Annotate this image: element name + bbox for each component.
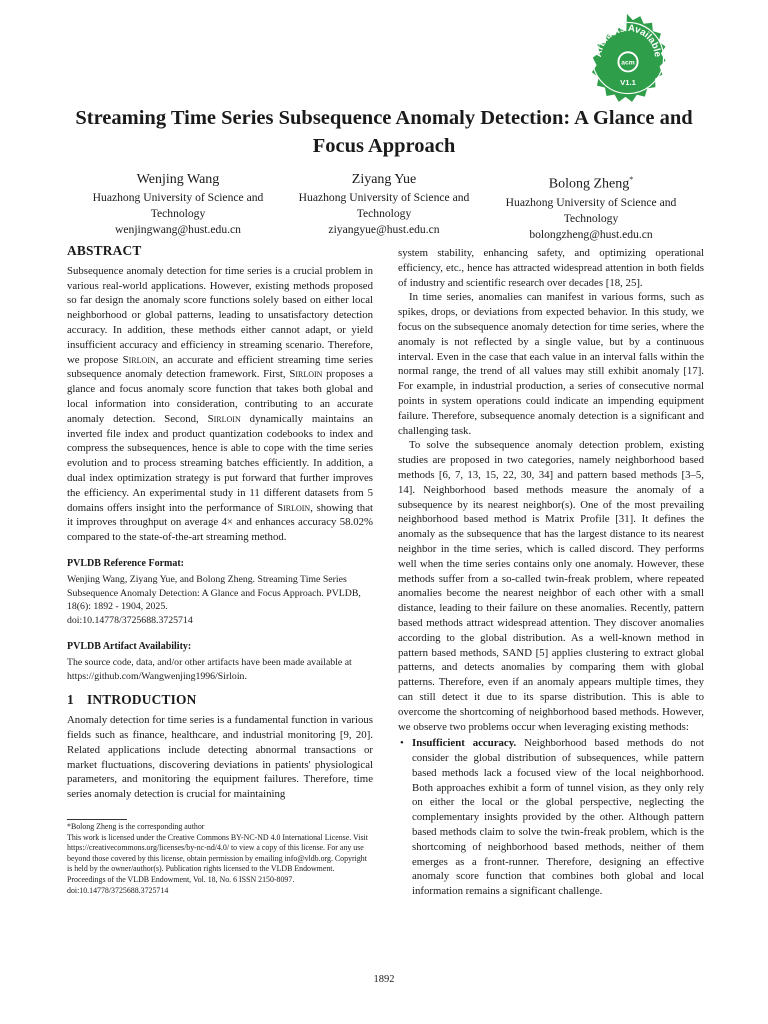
author-name: Wenjing Wang [136, 172, 220, 187]
right-column [398, 246, 704, 899]
author-email[interactable]: bolongzheng@hust.edu.cn [529, 227, 653, 241]
author-block [78, 170, 278, 238]
author-affiliation: Huazhong University of Science and Technology [92, 191, 264, 220]
author-email[interactable]: wenjingwang@hust.edu.cn [115, 223, 241, 236]
intro-paragraph: To solve the subsequence anomaly detection problem, existing studies are proposed in two categories, namely neighborhood based methods [6, 7, 13, 15, 22, 30, 34] and pattern based methods [3–5, 14]. Neighborhood based methods measure the anomaly of a subsequence by its nearest neighbor(s). One of the most prevailing neighborhood based method is Matrix Profile [31]. It defines the anomaly as the subsequence that has the largest distance to its nearest neighbor in the time series, which is called discord. They performs well when the time series contains only one anomaly. However, these methods suffer from a so-called twin-freak problem, where repeated anomalies become the nearest neighbor of each other with a small distance, leading to their failure on these anomalies. Recently, pattern based methods attract widespread attention. They discover anomalies according to the global distribution. As a well-known method in pattern based methods, SAND [5] applies clustering to extract global patterns, and detects anomalies by comparing them with global patterns. Therefore, even if an anomaly appears multiple times, they can still detect it due to its sparse distribution. This is able to overcome the shortcoming of neighborhood based methods. However, we observe two problems occur when leveraging existing methods: [398, 439, 704, 733]
pvldb-artifact-text: The source code, data, and/or other artifacts have been made available at https://github.com/Wangwenjing1996/Sirloin. [67, 656, 352, 682]
pvldb-reference-text: Wenjing Wang, Ziyang Yue, and Bolong Zheng. Streaming Time Series Subsequence Anomaly Detection: A Glance and Focus Approach. PVLDB, 18(6): 1892 - 1904, 2025. [67, 573, 361, 613]
bullet-text: Neighborhood based methods do not consider the global distribution of subsequences, while pattern based methods lack a focused view of the local neighborhood. Both approaches exhibit a form of tunnel vision, as they only rely on either the local or the global perspective, neglecting the complementary insights provided by the other. Although pattern based methods claim to solve the twin-freak problem, which is the shortcoming of neighborhood based methods, neither of them emerges as a front-runner. Therefore, designing an effective anomaly score function that combines both global and local information remains a significant challenge. [412, 737, 705, 898]
introduction-heading [67, 693, 373, 708]
section-number: 1 [67, 692, 74, 708]
author-block [284, 170, 484, 238]
badge-logo-text: acm [621, 59, 635, 67]
artifacts-available-badge [580, 10, 676, 106]
left-column [67, 244, 373, 802]
intro-paragraph: Anomaly detection for time series is a fundamental function in various fields such as finance, healthcare, and industrial monitoring [9, 20]. Related applications include detecting abnormal transactions or market fluctuations, discovering deviations in patients' physiological parameters, and monitoring the equipment failures. Therefore, time series anomaly detection is crucial for maintaining [67, 714, 373, 801]
page-number: 1892 [373, 974, 395, 985]
pvldb-reference-doi[interactable]: doi:10.14778/3725688.3725714 [67, 615, 193, 627]
footnote-divider [67, 819, 127, 820]
footnote-proceedings: Proceedings of the VLDB Endowment, Vol. 18, No. 6 ISSN 2150-8097. [67, 874, 295, 884]
author-email[interactable]: ziyangyue@hust.edu.cn [328, 223, 440, 236]
corresponding-mark: * [629, 175, 634, 184]
footnotes [67, 822, 373, 896]
pvldb-reference-heading: PVLDB Reference Format: [67, 557, 184, 569]
abstract-text: Subsequence anomaly detection for time series is a crucial problem in various real-world applications. However, existing methods proposed so far design the anomaly score functions solely based on either local neighborhood or global patterns, leading to unsatisfactory detection accuracy. In addition, these methods either cannot adapt, or yield insufficient accuracy and efficiency in streaming scenario. Therefore, we propose Sirloin, an accurate and efficient streaming time series subsequence anomaly detection framework. First, Sirloin proposes a glance and focus anomaly score function that takes both global and local information into consideration, contributing to an accurate anomaly detection. Second, Sirloin dynamically maintains an inverted file index and product quantization codebooks to index and compress the subsequences, hence is able to cope with the time series evolution and to process streaming batches efficiently. In addition, a dual index optimization strategy is put forward that further improves the efficiency. An experimental study in 11 different datasets from 5 domains offers insight into the performance of Sirloin, showing that it improves throughput on average 4× and enhances accuracy 58.02% compared to the state-of-the-art streaming method. [67, 264, 374, 544]
bullet-label: Insufficient accuracy. [412, 737, 517, 750]
footnote-license: This work is licensed under the Creative Commons BY-NC-ND 4.0 International License. Visit https://creativecommons.org/licenses/by-nc-nd/4.0/ to view a copy of this license. For any use beyond those covered by this license, obtain permission by emailing info@vldb.org. Copyright is held by the owner/author(s). Publication rights licensed to the VLDB Endowment. [67, 832, 368, 874]
abstract-heading: ABSTRACT [67, 243, 142, 258]
badge-top-text: Artifacts Available [592, 22, 663, 58]
author-affiliation: Huazhong University of Science and Technology [505, 195, 677, 225]
author-name: Ziyang Yue [351, 172, 417, 187]
bullet-item [398, 736, 704, 899]
section-title: INTRODUCTION [87, 692, 197, 708]
author-affiliation: Huazhong University of Science and Technology [298, 191, 470, 220]
intro-paragraph: In time series, anomalies can manifest in various forms, such as spikes, drops, or deviations from expected behavior. In this study, we focus on the subsequence anomaly detection for time series, where the anomaly is not reflected by a single value, but by a continuous interval. Even in the case that each value in an interval falls within the normal range, the trend of all values may still exhibit anomaly [17]. For example, in industrial production, a series of consecutive normal points in system operations could indicate an impending equipment failure. Therefore, subsequence anomaly detection is a significant and challenging task. [398, 291, 704, 437]
intro-paragraph: system stability, enhancing safety, and optimizing operational efficiency, etc., hence has attracted widespread attention in both fields of industry and scientific research over decades [18, 25]. [398, 247, 704, 289]
pvldb-artifact-heading: PVLDB Artifact Availability: [67, 640, 192, 652]
author-block [491, 170, 691, 243]
paper-title: Streaming Time Series Subsequence Anomaly Detection: A Glance and Focus Approach [75, 107, 693, 157]
footnote-corresponding: *Bolong Zheng is the corresponding author [67, 822, 205, 831]
author-name: Bolong Zheng [548, 176, 630, 192]
bullet-icon: • [400, 737, 404, 750]
badge-version: V1.1 [620, 77, 636, 87]
footnote-doi[interactable]: doi:10.14778/3725688.3725714 [67, 885, 169, 895]
